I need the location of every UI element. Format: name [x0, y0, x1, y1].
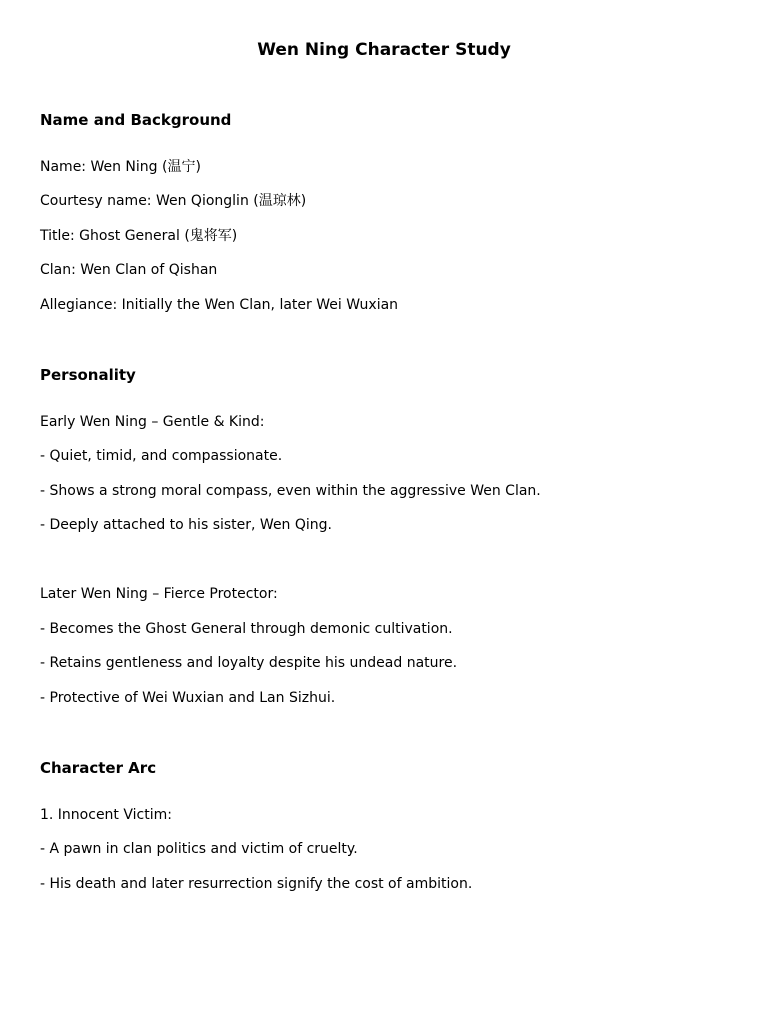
personality-early-item: - Deeply attached to his sister, Wen Qing.: [40, 517, 333, 533]
personality-later-item: - Protective of Wei Wuxian and Lan Sizhui.: [40, 690, 336, 706]
background-clan: Clan: Wen Clan of Qishan: [40, 262, 218, 278]
personality-later-item: - Retains gentleness and loyalty despite his undead nature.: [40, 655, 458, 671]
personality-early-label: Early Wen Ning – Gentle & Kind:: [40, 414, 265, 430]
background-courtesy-name: Courtesy name: Wen Qionglin (温琼林): [40, 193, 307, 209]
document-title: Wen Ning Character Study: [257, 40, 511, 60]
section-heading-personality: Personality: [40, 366, 136, 384]
background-allegiance: Allegiance: Initially the Wen Clan, later Wei Wuxian: [40, 297, 399, 313]
personality-later-item: - Becomes the Ghost General through demonic cultivation.: [40, 621, 453, 637]
section-heading-background: Name and Background: [40, 111, 232, 129]
background-title: Title: Ghost General (鬼将军): [40, 228, 238, 244]
background-name: Name: Wen Ning (温宁): [40, 159, 201, 175]
section-heading-character-arc: Character Arc: [40, 759, 157, 777]
personality-later-label: Later Wen Ning – Fierce Protector:: [40, 586, 278, 602]
arc-phase1-item: - His death and later resurrection signify the cost of ambition.: [40, 876, 473, 892]
personality-early-item: - Quiet, timid, and compassionate.: [40, 448, 283, 464]
arc-phase1-label: 1. Innocent Victim:: [40, 807, 172, 823]
personality-early-item: - Shows a strong moral compass, even within the aggressive Wen Clan.: [40, 483, 541, 499]
arc-phase1-item: - A pawn in clan politics and victim of cruelty.: [40, 841, 358, 857]
